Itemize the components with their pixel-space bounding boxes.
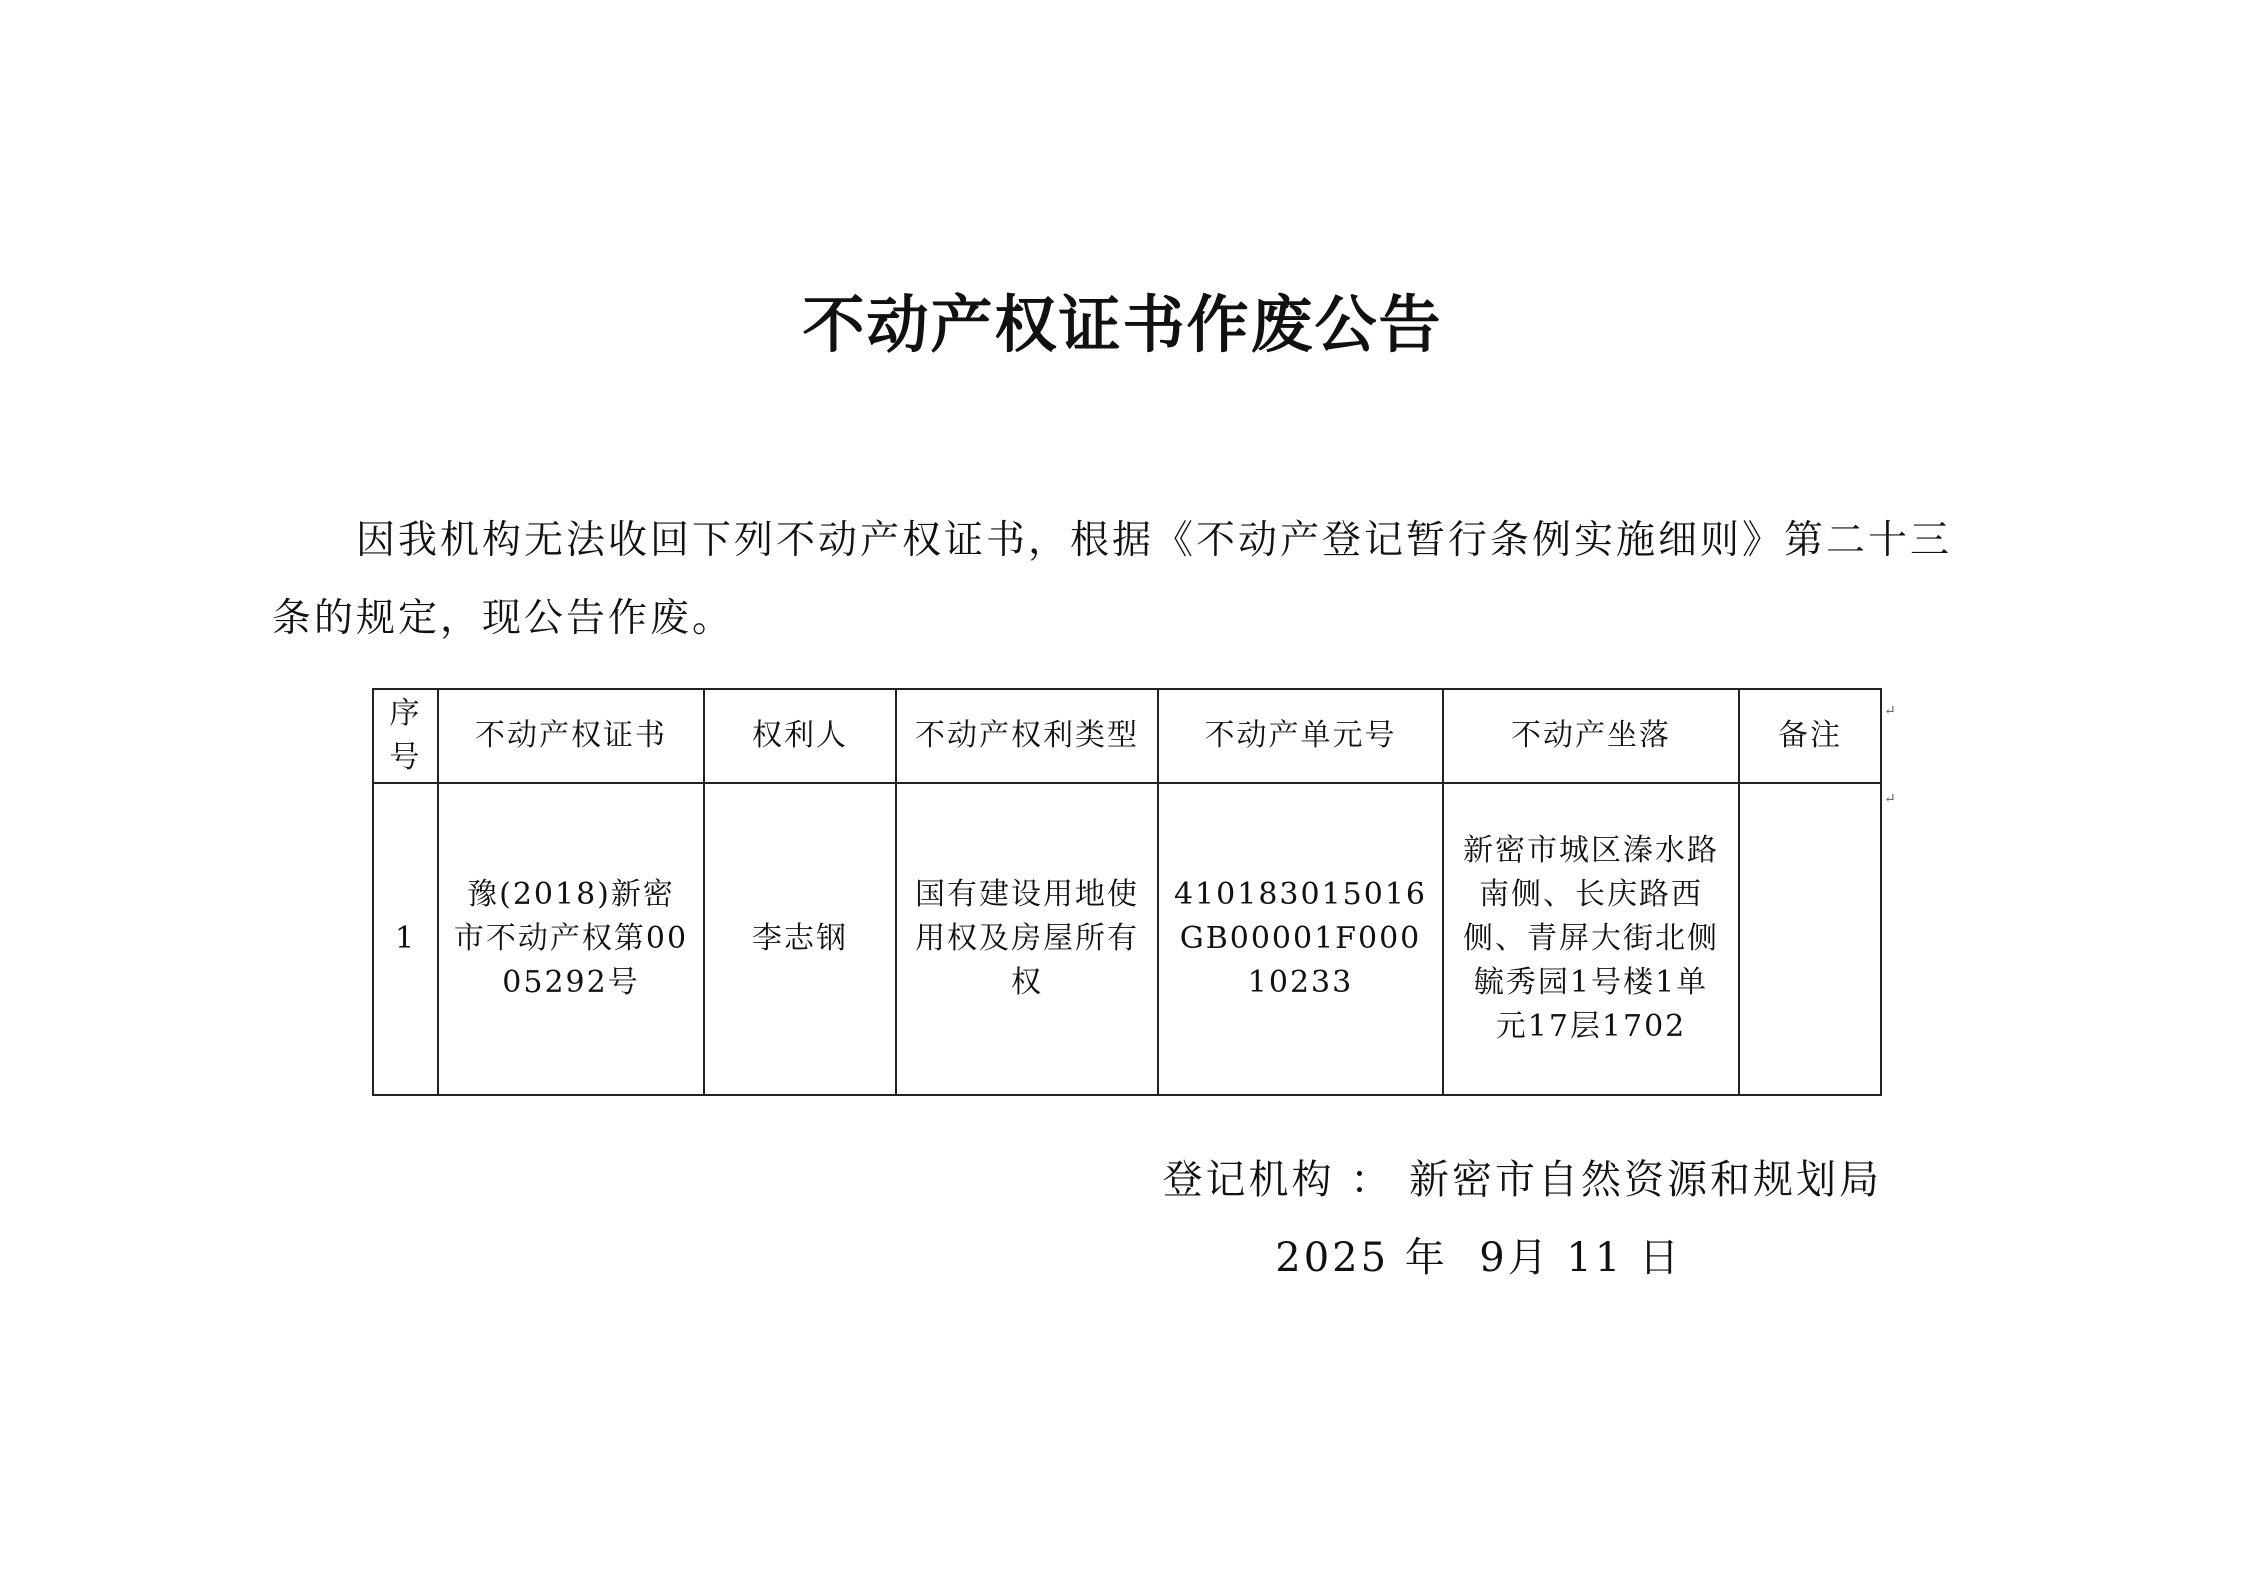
registration-authority: 登记机构 ： 新密市自然资源和规划局 [1162,1157,1882,1203]
row-end-mark: ↵ [1884,791,1896,807]
notice-date: 2025 年 9月 11 日 [1275,1235,1682,1281]
header-holder: 权利人 [704,689,896,783]
cell-seq: 1 [373,783,438,1095]
cell-unit-no: 410183015016GB00001F00010233 [1158,783,1443,1095]
table-row [373,783,1881,1095]
cell-remark [1739,783,1881,1095]
header-certificate: 不动产权证书 [438,689,704,783]
voided-certificate-table [372,688,1882,1096]
header-remark: 备注 [1739,689,1881,783]
row-end-mark: ↵ [1884,703,1896,719]
document-title: 不动产权证书作废公告 [802,287,1443,361]
header-location: 不动产坐落 [1443,689,1739,783]
cell-holder: 李志钢 [704,783,896,1095]
cell-location: 新密市城区溱水路南侧、长庆路西侧、青屏大街北侧毓秀园1号楼1单元17层1702 [1443,783,1739,1095]
table-header-row [373,689,1881,783]
cell-certificate: 豫(2018)新密市不动产权第0005292号 [438,783,704,1095]
notice-body: 因我机构无法收回下列不动产权证书，根据《不动产登记暂行条例实施细则》第二十三条的规定，现公告作废。 [272,518,1953,641]
header-right-type: 不动产权利类型 [896,689,1158,783]
header-unit-no: 不动产单元号 [1158,689,1443,783]
header-seq: 序号 [373,689,438,783]
cell-right-type: 国有建设用地使用权及房屋所有权 [896,783,1158,1095]
